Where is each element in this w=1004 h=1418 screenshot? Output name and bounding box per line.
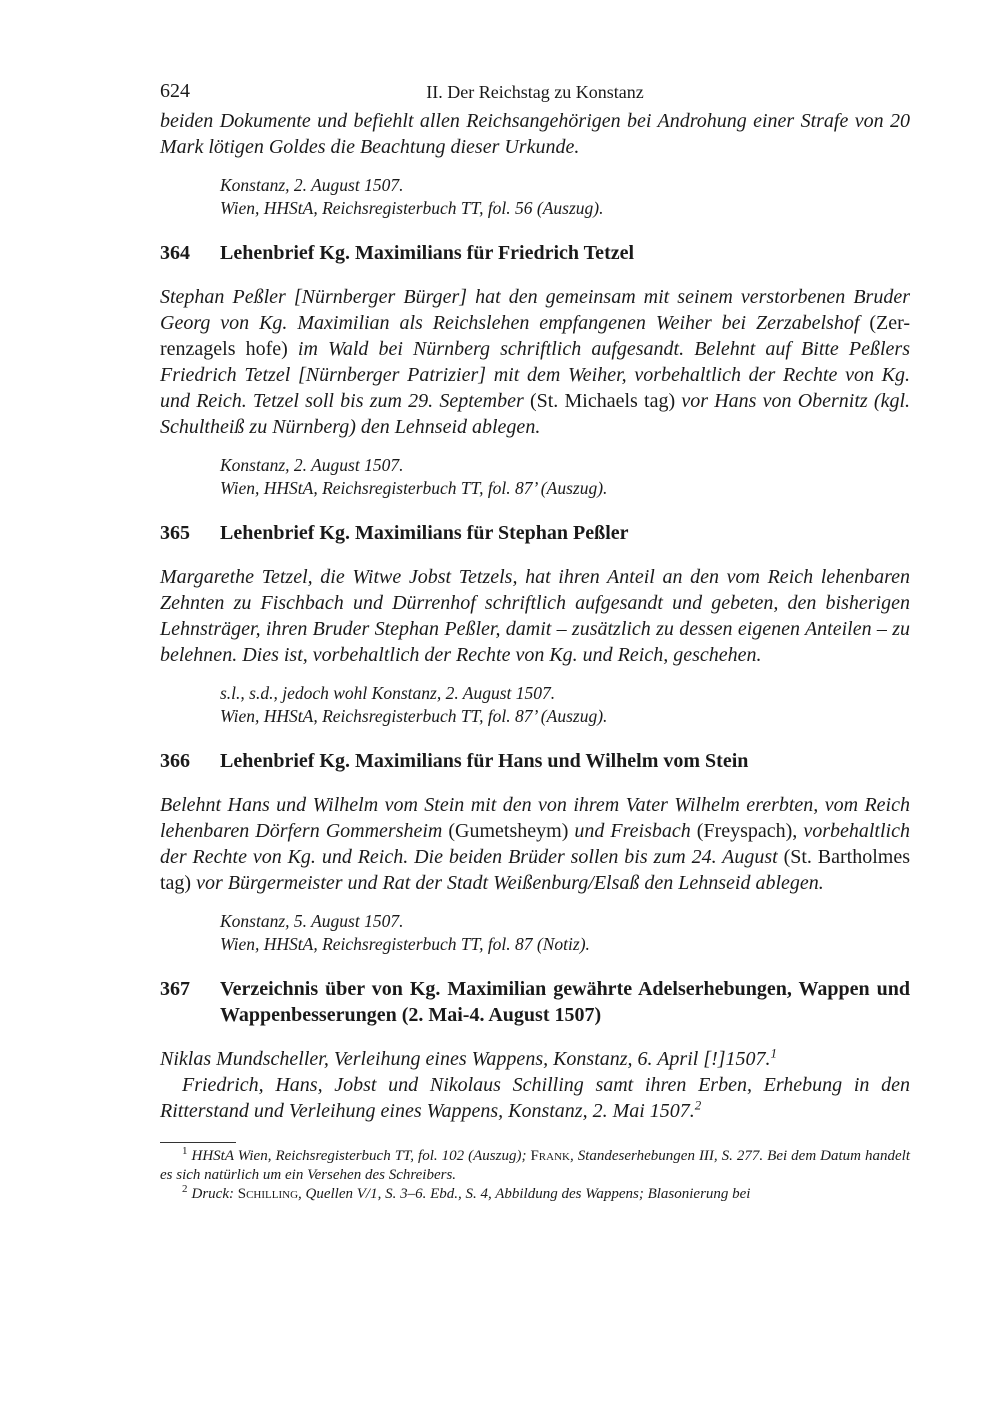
- regest-text: vor Bürgermeister und Rat der Stadt Weißenburg/Elsaß den Lehnseid ablegen.: [196, 872, 824, 894]
- source-date: s.l., s.d., jedoch wohl Konstanz, 2. August 1507.: [220, 683, 556, 703]
- footnote-text: , Standeserhebungen III, S. 277. Bei dem Datum handelt es sich natürlich um ein Versehen des Schreibers.: [160, 1148, 910, 1183]
- entry-number: 367: [160, 978, 190, 1000]
- footnote-ref[interactable]: 1: [770, 1045, 778, 1061]
- footnote-text: HHStA Wien, Reichsregisterbuch TT, fol. 102 (Auszug);: [191, 1148, 531, 1164]
- regest-text: vor Hans von Obernitz (kgl. Schultheiß zu Nürnberg) den Lehnseid ablegen.: [160, 390, 910, 438]
- entry-heading-364: [160, 240, 910, 266]
- header-title: II. Der Reichstag zu Konstanz: [426, 82, 644, 102]
- entry-number: 364: [160, 242, 190, 264]
- footnote-divider: [160, 1142, 236, 1143]
- regest-text: Friedrich, Hans, Jobst und Nikolaus Schilling samt ihren Erben, Erhebung in den Ritterstand und Verleihung eines Wappens, Konstanz, 2. Mai 1507.: [160, 1074, 910, 1122]
- entry-heading-367: [160, 976, 910, 1028]
- entry-title: Lehenbrief Kg. Maximilians für Friedrich Tetzel: [220, 242, 635, 264]
- entry-regest-364: [160, 284, 910, 440]
- entry-regest-365: Margarethe Tetzel, die Witwe Jobst Tetzels, hat ihren Anteil an den vom Reich lehenbaren Zehnten zu Fischbach und Dürrenhof schriftlich aufgesandt und gebeten, den bisherigen Lehnsträger, ihren Bruder Stephan Peßler, damit – zusätzlich zu dessen eigenen Anteilen – zu belehnen. Dies ist, vorbehaltlich der Rechte von Kg. und Reich, geschehen.: [160, 566, 910, 666]
- entry-number: 365: [160, 522, 190, 544]
- source-note: [220, 454, 910, 500]
- footnote-ref[interactable]: 2: [694, 1097, 702, 1113]
- footnote-2: [160, 1185, 910, 1204]
- entry-heading-366: [160, 748, 910, 774]
- regest-quote: (St. Bartholmes tag): [160, 846, 911, 894]
- entry-number: 366: [160, 750, 190, 772]
- footnote-author: Schilling: [237, 1186, 299, 1202]
- source-date: Konstanz, 5. August 1507.: [220, 911, 404, 931]
- entry-title: Lehenbrief Kg. Maximilians für Hans und Wilhelm vom Stein: [220, 750, 749, 772]
- continuation-text: beiden Dokumente und befiehlt allen Reichsangehörigen bei Androhung einer Strafe von 20 Mark lötigen Goldes die Beachtung dieser Urkunde.: [160, 110, 910, 158]
- footnote-1: [160, 1147, 910, 1185]
- running-head: [160, 78, 910, 108]
- source-archive: Wien, HHStA, Reichsregisterbuch TT, fol. 56 (Auszug).: [220, 198, 604, 218]
- regest-text: vorbehaltlich der Rechte von Kg. und Reich. Die beiden Brüder sollen bis zum 24. August: [160, 820, 910, 868]
- source-note: [220, 682, 910, 728]
- source-note: [220, 910, 910, 956]
- entry-367-para-1: [160, 1046, 910, 1072]
- source-note: [220, 174, 910, 220]
- entry-title: Verzeichnis über von Kg. Maximilian gewährte Adelserhebungen, Wappen und Wappenbesserungen (2. Mai-4. August 1507): [220, 978, 910, 1026]
- regest-quote: (Gumetsheym): [442, 820, 575, 842]
- regest-text: Stephan Peßler [Nürnberger Bürger] hat den gemeinsam mit seinem verstorbenen Bruder Georg von Kg. Maximilian als Reichslehen empfangenen Weiher bei Zerzabelshof: [160, 286, 910, 334]
- regest-quote: (Zer-renzagels hofe): [160, 312, 910, 360]
- page-number: 624: [160, 80, 190, 102]
- regest-text: Niklas Mundscheller, Verleihung eines Wappens, Konstanz, 6. April [!]1507.: [160, 1048, 771, 1070]
- regest-quote: (Freyspach),: [690, 820, 804, 842]
- footnote-text: , Quellen V/1, S. 3–6. Ebd., S. 4, Abbildung des Wappens; Blasonierung bei: [298, 1186, 751, 1202]
- entry-heading-365: [160, 520, 910, 546]
- footnote-mark: 2: [182, 1183, 188, 1195]
- regest-text: und Freisbach: [574, 820, 691, 842]
- footnote-author: Frank: [530, 1148, 570, 1164]
- source-date: Konstanz, 2. August 1507.: [220, 455, 404, 475]
- document-page: [160, 78, 910, 1204]
- source-date: Konstanz, 2. August 1507.: [220, 175, 404, 195]
- entry-367-para-2: [160, 1072, 910, 1124]
- footnote-text: Druck:: [191, 1186, 238, 1202]
- regest-text: Belehnt Hans und Wilhelm vom Stein mit den von ihrem Vater Wilhelm ererbten, vom Reich lehenbaren Dörfern Gommersheim: [160, 794, 910, 842]
- source-archive: Wien, HHStA, Reichsregisterbuch TT, fol. 87’ (Auszug).: [220, 478, 608, 498]
- regest-text: im Wald bei Nürnberg schriftlich aufgesandt. Belehnt auf Bitte Peßlers Friedrich Tetzel [Nürnberger Patrizier] mit dem Weiher, vorbehaltlich der Rechte von Kg. und Reich. Tetzel soll bis zum 29. September: [160, 338, 910, 412]
- source-archive: Wien, HHStA, Reichsregisterbuch TT, fol. 87 (Notiz).: [220, 934, 590, 954]
- entry-regest-366: [160, 792, 910, 896]
- footnote-mark: 1: [182, 1145, 188, 1157]
- regest-quote: (St. Michaels tag): [523, 390, 682, 412]
- source-archive: Wien, HHStA, Reichsregisterbuch TT, fol. 87’ (Auszug).: [220, 706, 608, 726]
- entry-title: Lehenbrief Kg. Maximilians für Stephan Peßler: [220, 522, 629, 544]
